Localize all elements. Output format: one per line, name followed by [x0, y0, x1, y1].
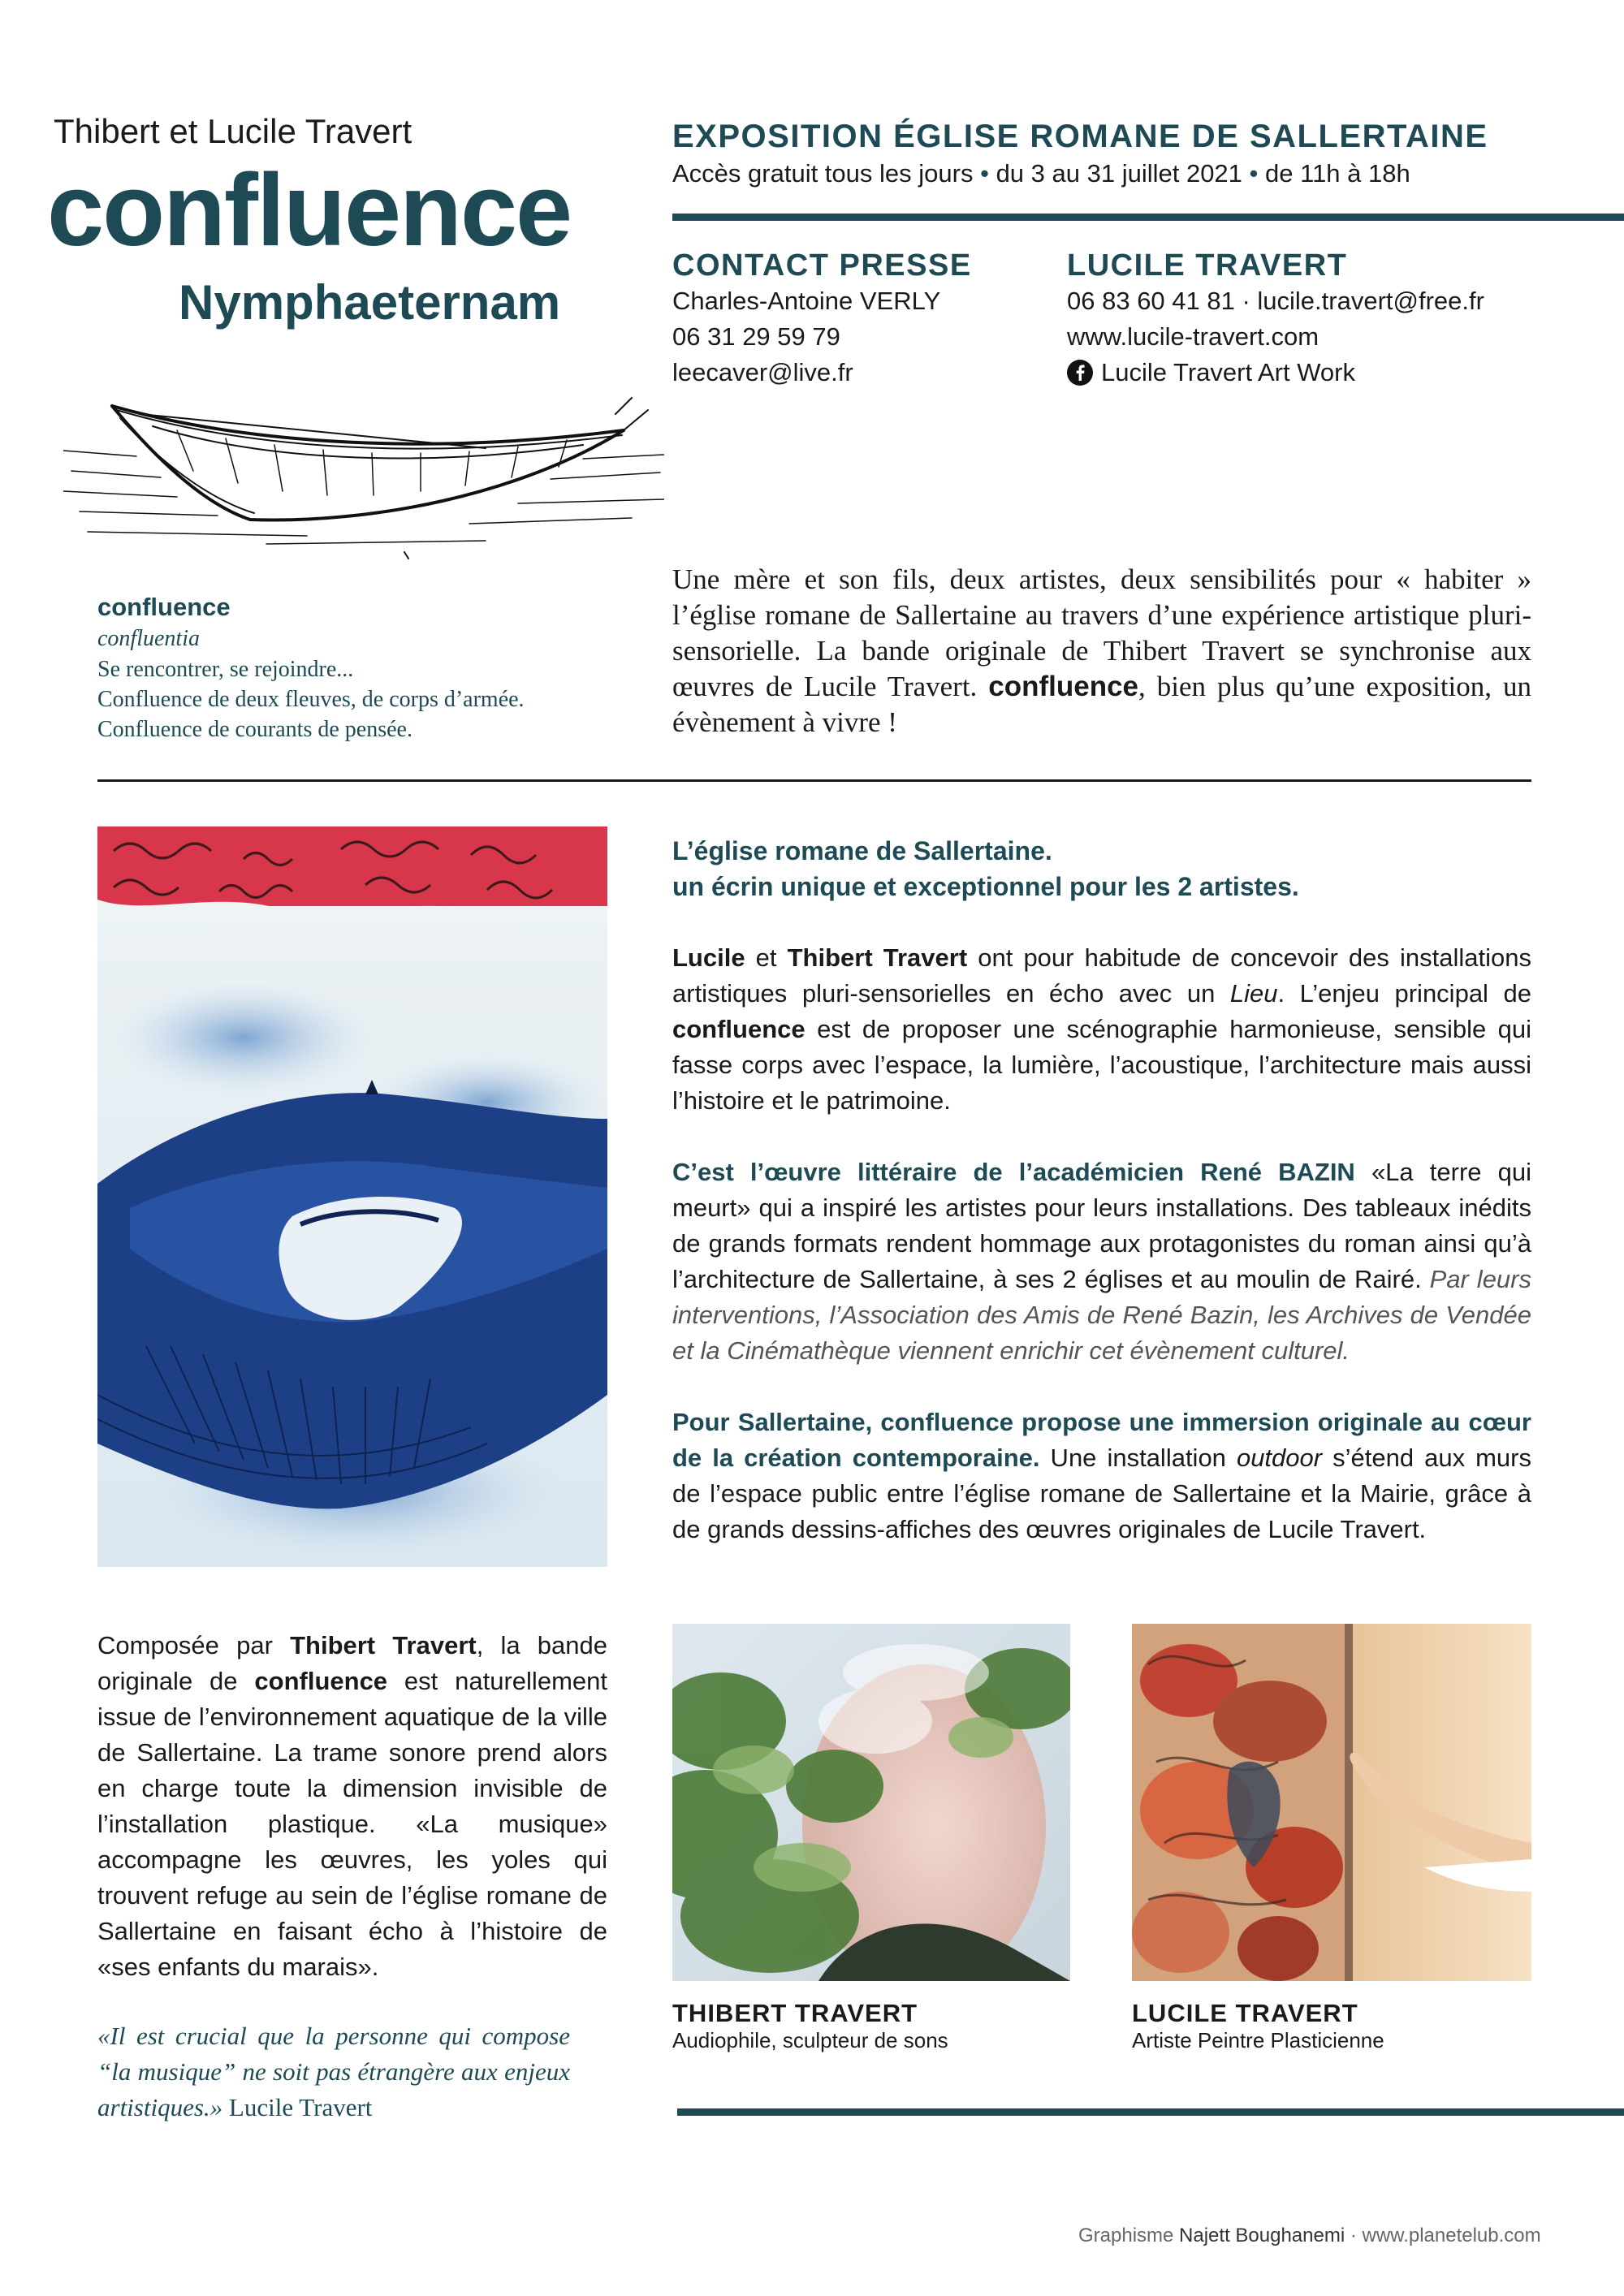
- lucile-photo: [1132, 1624, 1531, 1981]
- facebook-icon: [1067, 360, 1093, 386]
- dates-text: du 3 au 31 juillet 2021: [996, 159, 1242, 188]
- quote: [97, 2018, 570, 2126]
- lucile-caption-name: LUCILE TRAVERT: [1132, 1999, 1358, 2027]
- para-text: , la bande originale de: [97, 1631, 607, 1695]
- access-text: Accès gratuit tous les jours: [672, 159, 974, 188]
- credit-name: Najett Boughanemi: [1179, 2225, 1345, 2246]
- para-text: s’étend aux murs de l’espace public entre l’église romane de Sallertaine et la Mairie, grâce à de grands dessins-affiches des œuvres originales de Lucile Travert.: [672, 1444, 1531, 1543]
- thibert-caption-role: Audiophile, sculpteur de sons: [672, 2028, 948, 2052]
- para-italic: Lieu: [1229, 979, 1278, 1008]
- name-bold: Thibert Travert: [290, 1631, 477, 1659]
- header-divider: [672, 214, 1624, 221]
- contact-presse: [672, 248, 972, 391]
- contact-presse-phone: 06 31 29 59 79: [672, 322, 840, 351]
- thibert-caption: [672, 1999, 948, 2053]
- lucile-phone-email[interactable]: 06 83 60 41 81 · lucile.travert@free.fr: [1067, 287, 1484, 315]
- definition-line: Confluence de deux fleuves, de corps d’armée.: [97, 687, 525, 712]
- credit-site[interactable]: · www.planetelub.com: [1345, 2225, 1541, 2246]
- exhibition-subtitle: Nymphaeternam: [179, 275, 561, 330]
- boat-sketch-illustration: [63, 382, 664, 568]
- para-lead: C’est l’œuvre littéraire de l’académicien René BAZIN: [672, 1158, 1355, 1186]
- para-italic: outdoor: [1236, 1444, 1323, 1472]
- footer-divider: [677, 2108, 1624, 2116]
- artists-name: Thibert et Lucile Travert: [54, 112, 412, 150]
- para-text: «La terre qui meurt» qui a inspiré les artistes pour leurs installations. Des tableaux inédits de grands formats rendent hommage aux protagonistes du roman ainsi qu’à l’architecture de Sallertaine, à ses 2 églises et au moulin de Rairé.: [672, 1158, 1532, 1293]
- paragraph-outdoor: [672, 1405, 1531, 1547]
- separator: •: [980, 159, 989, 188]
- intro-paragraph: [672, 562, 1531, 740]
- definition-line: Se rencontrer, se rejoindre...: [97, 657, 354, 682]
- para-italic: Par leurs interventions, l’Association des Amis de René Bazin, les Archives de Vendée et la Cinémathèque viennent enrichir cet évènement culturel.: [672, 1265, 1531, 1365]
- definition-latin: confluentia: [97, 626, 200, 651]
- para-lead: Pour Sallertaine, confluence propose une immersion originale au cœur de la création contemporaine.: [672, 1408, 1531, 1472]
- para-text: et: [745, 943, 788, 972]
- para-text: Une installation: [1039, 1444, 1237, 1472]
- intro-bold: confluence: [988, 671, 1139, 702]
- lucile-website[interactable]: www.lucile-travert.com: [1067, 322, 1320, 351]
- boat-painting-image: [97, 826, 607, 1567]
- quote-author: Lucile Travert: [222, 2093, 373, 2121]
- eglise-heading-line1: L’église romane de Sallertaine.: [672, 836, 1052, 865]
- intro-text: , bien plus qu’une exposition, un évènement à vivre !: [672, 671, 1531, 738]
- definition-box: [97, 591, 625, 744]
- paragraph-bazin: [672, 1154, 1531, 1369]
- definition-word: confluence: [97, 593, 231, 621]
- intro-text: Une mère et son fils, deux artistes, deux sensibilités pour « habiter » l’église romane de Sallertaine au travers d’une expérience artistique pluri-sensorielle. La bande originale de Thibert Travert se synchronise aux œuvres de Lucile Travert.: [672, 563, 1531, 702]
- definition-line: Confluence de courants de pensée.: [97, 717, 412, 742]
- para-text: Composée par: [97, 1631, 291, 1659]
- contact-presse-name: Charles-Antoine VERLY: [672, 287, 941, 315]
- credit-label: Graphisme: [1078, 2225, 1180, 2246]
- para-text: ont pour habitude de concevoir des installations artistiques pluri-sensorielles en écho avec un: [672, 943, 1531, 1008]
- paragraph-bande-originale: [97, 1628, 607, 1985]
- exposition-details: [672, 159, 1410, 188]
- exhibition-title: confluence: [47, 153, 572, 267]
- eglise-heading: [672, 833, 1531, 904]
- lucile-caption: [1132, 1999, 1384, 2053]
- lucile-caption-role: Artiste Peintre Plasticienne: [1132, 2028, 1384, 2052]
- hours-text: de 11h à 18h: [1265, 159, 1410, 188]
- para-text: est naturellement issue de l’environnement aquatique de la ville de Sallertaine. La trame sonore prend alors en charge toute la dimension invisible de l’installation plastique. «La musique» accompagne les œuvres, les yoles qui trouvent refuge au sein de l’église romane de Sallertaine en faisant écho à l’histoire de «ses enfants du marais».: [97, 1667, 607, 1981]
- para-bold: confluence: [672, 1015, 806, 1043]
- name-bold: Lucile: [672, 943, 745, 972]
- eglise-heading-line2: un écrin unique et exceptionnel pour les 2 artistes.: [672, 872, 1299, 901]
- design-credit: [1078, 2225, 1541, 2247]
- name-bold: Thibert Travert: [787, 943, 968, 972]
- contact-presse-email[interactable]: leecaver@live.fr: [672, 358, 853, 386]
- para-text: . L’enjeu principal de: [1277, 979, 1531, 1008]
- para-bold: confluence: [254, 1667, 388, 1695]
- paragraph-scenographie: [672, 940, 1531, 1119]
- lucile-facebook[interactable]: [1067, 355, 1484, 391]
- thibert-caption-name: THIBERT TRAVERT: [672, 1999, 918, 2027]
- lucile-contact-title: LUCILE TRAVERT: [1067, 248, 1348, 283]
- thibert-photo: [672, 1624, 1070, 1981]
- exposition-title: EXPOSITION ÉGLISE ROMANE DE SALLERTAINE: [672, 119, 1488, 154]
- contact-presse-title: CONTACT PRESSE: [672, 248, 972, 283]
- section-divider: [97, 779, 1531, 782]
- para-text: est de proposer une scénographie harmonieuse, sensible qui fasse corps avec l’espace, la lumière, l’acoustique, l’architecture mais aussi l’histoire et le patrimoine.: [672, 1015, 1531, 1115]
- quote-text: «Il est crucial que la personne qui compose “la musique” ne soit pas étrangère aux enjeux artistiques.»: [97, 2022, 570, 2121]
- facebook-label: Lucile Travert Art Work: [1101, 358, 1355, 386]
- lucile-contact: [1067, 248, 1484, 391]
- separator: •: [1249, 159, 1259, 188]
